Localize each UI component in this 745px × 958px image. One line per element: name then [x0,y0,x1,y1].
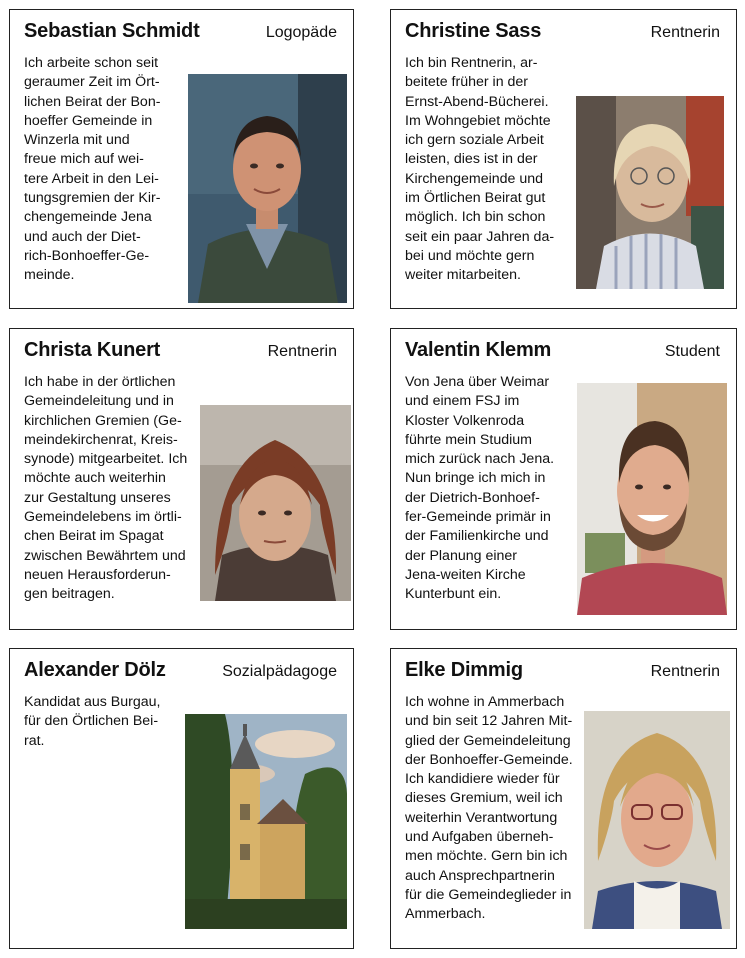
candidate-card-christine-sass [390,9,737,309]
candidate-photo [584,711,730,929]
candidate-card-valentin-klemm [390,328,737,630]
candidate-name: Sebastian Schmidt [24,20,200,42]
candidate-photo [200,405,351,601]
candidate-photo [576,96,724,289]
candidate-card-elke-dimmig [390,648,737,949]
candidate-name: Elke Dimmig [405,659,523,681]
candidate-role: Rentnerin [267,343,337,360]
candidate-statement: Ich arbeite schon seit geraumer Zeit im Ört- lichen Beirat der Bon- hoeffer Gemeinde in Winzerla mit und freue mich auf wei- tere Arbeit in den Lei- tungsgremien der Kir- chengemeinde Jena und auch der Diet- rich-Bonhoeffer-Ge- meinde. [24,55,161,284]
candidate-name: Valentin Klemm [405,339,552,361]
candidate-photo [188,74,347,303]
candidate-card-alexander-doelz [9,648,354,949]
candidate-role: Rentnerin [650,663,720,680]
candidate-role: Sozialpädagoge [222,663,337,680]
candidate-name: Christine Sass [405,20,542,42]
candidate-statement: Kandidat aus Burgau, für den Örtlichen Bei- rat. [24,694,161,749]
candidate-statement: Ich bin Rentnerin, ar- beitete früher in der Ernst-Abend-Bücherei. Im Wohngebiet möchte ich gern soziale Arbeit leisten, dies ist in der Kirchengemeinde und im Örtlichen Beirat gut möglich. Ich bin schon seit ein paar Jahren da- bei und möchte gern weiter mitarbeiten. [405,55,555,284]
candidate-card-sebastian-schmidt [9,9,354,309]
candidate-statement: Von Jena über Weimar und einem FSJ im Kloster Volkenroda führte mein Studium mich zurück nach Jena. Nun bringe ich mich in der Dietrich-Bonhoef- fer-Gemeinde primär in der Familienkirche und der Planung einer Jena-weiten Kirche Kunterbunt ein. [405,374,555,603]
candidate-name: Christa Kunert [24,339,161,361]
candidate-statement: Ich wohne in Ammerbach und bin seit 12 Jahren Mit- glied der Gemeindeleitung der Bonhoeffer-Gemeinde. Ich kandidiere wieder für dieses Gremium, weil ich weiterhin Verantwortung und Aufgaben überneh- men möchte. Gern bin ich auch Ansprechpartnerin für die Gemeindeglieder in Ammerbach. [405,694,573,923]
candidate-card-christa-kunert [9,328,354,630]
candidate-statement: Ich habe in der örtlichen Gemeindeleitung und in kirchlichen Gremien (Ge- meindekirchenrat, Kreis- synode) mitgearbeitet. Ich möchte auch weiterhin zur Gestaltung unseres Gemeindelebens im örtli- chen Beirat im Spagat zwischen Bewährtem und neuen Herausforderun- gen beitragen. [24,374,188,603]
candidate-role: Rentnerin [650,24,720,41]
candidate-photo [577,383,727,615]
church-photo [185,714,347,929]
candidate-name: Alexander Dölz [24,659,166,681]
candidate-role: Logopäde [265,24,337,41]
candidate-role: Student [664,343,720,360]
